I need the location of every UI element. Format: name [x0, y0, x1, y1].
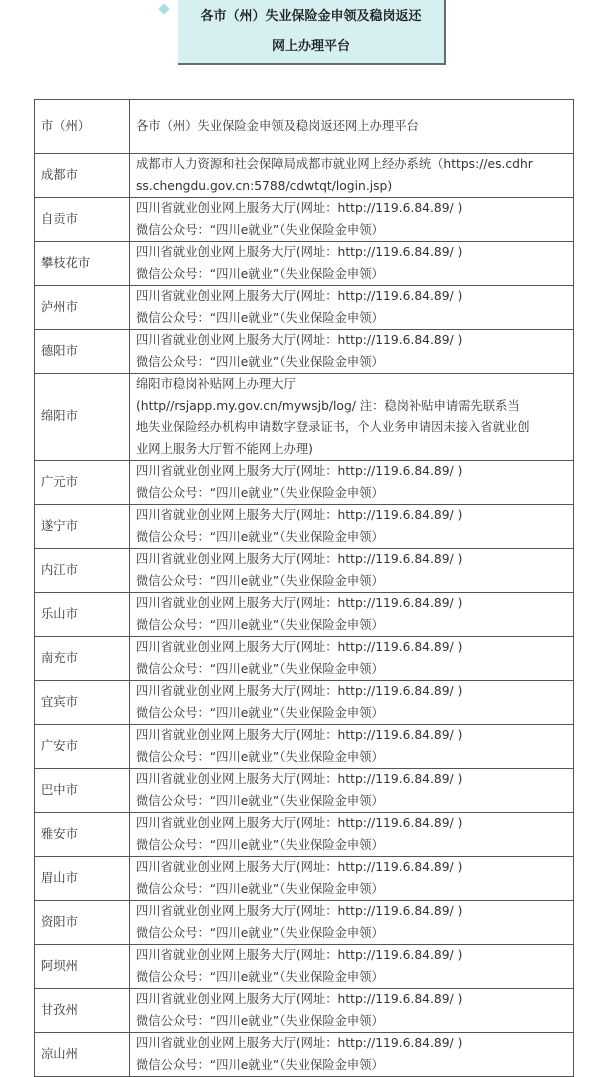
platform-line: 微信公众号：“四川e就业”（失业保险金申领） [136, 1013, 384, 1028]
city-cell: 阿坝州 [35, 945, 130, 989]
platform-cell [130, 374, 574, 461]
platform-line: 微信公众号：“四川e就业”（失业保险金申领） [136, 266, 384, 281]
table-row [35, 681, 574, 725]
platform-line: 微信公众号：“四川e就业”（失业保险金申领） [136, 485, 384, 500]
platform-cell [130, 286, 574, 330]
table-row [35, 901, 574, 945]
platform-line: 微信公众号：“四川e就业”（失业保险金申领） [136, 661, 384, 676]
city-cell: 甘孜州 [35, 989, 130, 1033]
platform-line: 微信公众号：“四川e就业”（失业保险金申领） [136, 881, 384, 896]
platform-line: 绵阳市稳岗补贴网上办理大厅 [136, 377, 296, 391]
platform-cell [130, 901, 574, 945]
platform-cell [130, 769, 574, 813]
platform-cell [130, 198, 574, 242]
platform-line: 四川省就业创业网上服务大厅(网址：http://119.6.84.89/ ) [136, 333, 463, 347]
platform-line: 四川省就业创业网上服务大厅(网址：http://119.6.84.89/ ) [136, 508, 463, 522]
platform-line: 四川省就业创业网上服务大厅(网址：http://119.6.84.89/ ) [136, 992, 463, 1006]
platform-table [34, 99, 574, 1077]
platform-line: 业网上服务大厅暂不能网上办理) [136, 441, 313, 456]
platform-cell [130, 681, 574, 725]
platform-line: 四川省就业创业网上服务大厅(网址：http://119.6.84.89/ ) [136, 552, 463, 566]
platform-line: 微信公众号：“四川e就业”（失业保险金申领） [136, 617, 384, 632]
table-row [35, 549, 574, 593]
platform-line: (http//rsjapp.my.gov.cn/mywsjb/log/ 注：稳岗补贴申请需先联系当 [136, 398, 520, 413]
city-cell: 成都市 [35, 154, 130, 198]
platform-line: 四川省就业创业网上服务大厅(网址：http://119.6.84.89/ ) [136, 860, 463, 874]
city-cell: 雅安市 [35, 813, 130, 857]
city-cell: 南充市 [35, 637, 130, 681]
table-row [35, 593, 574, 637]
table-row [35, 725, 574, 769]
platform-line: 四川省就业创业网上服务大厅(网址：http://119.6.84.89/ ) [136, 596, 463, 610]
platform-cell [130, 505, 574, 549]
platform-cell [130, 813, 574, 857]
city-cell: 巴中市 [35, 769, 130, 813]
city-cell: 绵阳市 [35, 374, 130, 461]
platform-line: 四川省就业创业网上服务大厅(网址：http://119.6.84.89/ ) [136, 728, 463, 742]
city-cell: 资阳市 [35, 901, 130, 945]
city-cell: 内江市 [35, 549, 130, 593]
platform-line: 微信公众号：“四川e就业”（失业保险金申领） [136, 354, 384, 369]
platform-line: 四川省就业创业网上服务大厅(网址：http://119.6.84.89/ ) [136, 684, 463, 698]
table-row [35, 198, 574, 242]
platform-line: 微信公众号：“四川e就业”（失业保险金申领） [136, 222, 384, 237]
platform-line: 微信公众号：“四川e就业”（失业保险金申领） [136, 837, 384, 852]
platform-line: ss.chengdu.gov.cn:5788/cdwtqt/login.jsp) [136, 178, 393, 193]
table-row [35, 857, 574, 901]
platform-line: 成都市人力资源和社会保障局成都市就业网上经办系统（https://es.cdhr [136, 157, 533, 171]
city-cell: 攀枝花市 [35, 242, 130, 286]
city-cell: 自贡市 [35, 198, 130, 242]
platform-cell [130, 725, 574, 769]
platform-line: 四川省就业创业网上服务大厅(网址：http://119.6.84.89/ ) [136, 904, 463, 918]
decorative-diamond-icon [158, 3, 169, 14]
table-row [35, 154, 574, 198]
table-row [35, 637, 574, 681]
platform-line: 微信公众号：“四川e就业”（失业保险金申领） [136, 749, 384, 764]
table-header-row [35, 100, 574, 154]
table-row [35, 505, 574, 549]
platform-cell [130, 989, 574, 1033]
city-cell: 广元市 [35, 461, 130, 505]
header-platform-cell: 各市（州）失业保险金申领及稳岗返还网上办理平台 [130, 100, 574, 154]
city-cell: 泸州市 [35, 286, 130, 330]
table-row [35, 286, 574, 330]
table-row [35, 813, 574, 857]
table-row [35, 769, 574, 813]
platform-line: 微信公众号：“四川e就业”（失业保险金申领） [136, 925, 384, 940]
platform-cell [130, 461, 574, 505]
title-line-1: 各市（州）失业保险金申领及稳岗返还 [200, 9, 422, 24]
platform-cell [130, 154, 574, 198]
platform-cell [130, 242, 574, 286]
platform-cell [130, 637, 574, 681]
platform-cell [130, 593, 574, 637]
city-cell: 德阳市 [35, 330, 130, 374]
platform-line: 地失业保险经办机构申请数字登录证书，个人业务申请因未接入省就业创 [136, 420, 530, 434]
platform-line: 四川省就业创业网上服务大厅(网址：http://119.6.84.89/ ) [136, 948, 463, 962]
table-row [35, 374, 574, 461]
platform-line: 微信公众号：“四川e就业”（失业保险金申领） [136, 310, 384, 325]
city-cell: 凉山州 [35, 1033, 130, 1077]
title-card [178, 0, 446, 65]
platform-cell [130, 945, 574, 989]
table-row [35, 330, 574, 374]
platform-line: 四川省就业创业网上服务大厅(网址：http://119.6.84.89/ ) [136, 1036, 463, 1050]
platform-cell [130, 1033, 574, 1077]
platform-line: 微信公众号：“四川e就业”（失业保险金申领） [136, 793, 384, 808]
platform-line: 微信公众号：“四川e就业”（失业保险金申领） [136, 529, 384, 544]
city-cell: 乐山市 [35, 593, 130, 637]
city-cell: 遂宁市 [35, 505, 130, 549]
title-line-2: 网上办理平台 [271, 39, 350, 54]
city-cell: 宜宾市 [35, 681, 130, 725]
table-row [35, 945, 574, 989]
city-cell: 广安市 [35, 725, 130, 769]
table-row [35, 242, 574, 286]
platform-cell [130, 549, 574, 593]
platform-line: 四川省就业创业网上服务大厅(网址：http://119.6.84.89/ ) [136, 201, 463, 215]
platform-cell [130, 857, 574, 901]
table-row [35, 989, 574, 1033]
platform-line: 微信公众号：“四川e就业”（失业保险金申领） [136, 969, 384, 984]
platform-line: 微信公众号：“四川e就业”（失业保险金申领） [136, 573, 384, 588]
platform-line: 四川省就业创业网上服务大厅(网址：http://119.6.84.89/ ) [136, 464, 463, 478]
table-row [35, 461, 574, 505]
platform-line: 四川省就业创业网上服务大厅(网址：http://119.6.84.89/ ) [136, 289, 463, 303]
platform-line: 四川省就业创业网上服务大厅(网址：http://119.6.84.89/ ) [136, 772, 463, 786]
header-city-cell: 市（州） [35, 100, 130, 154]
platform-cell [130, 330, 574, 374]
platform-line: 微信公众号：“四川e就业”（失业保险金申领） [136, 1057, 384, 1072]
city-cell: 眉山市 [35, 857, 130, 901]
platform-line: 四川省就业创业网上服务大厅(网址：http://119.6.84.89/ ) [136, 640, 463, 654]
platform-line: 四川省就业创业网上服务大厅(网址：http://119.6.84.89/ ) [136, 816, 463, 830]
platform-line: 微信公众号：“四川e就业”（失业保险金申领） [136, 705, 384, 720]
platform-line: 四川省就业创业网上服务大厅(网址：http://119.6.84.89/ ) [136, 245, 463, 259]
table-row [35, 1033, 574, 1077]
